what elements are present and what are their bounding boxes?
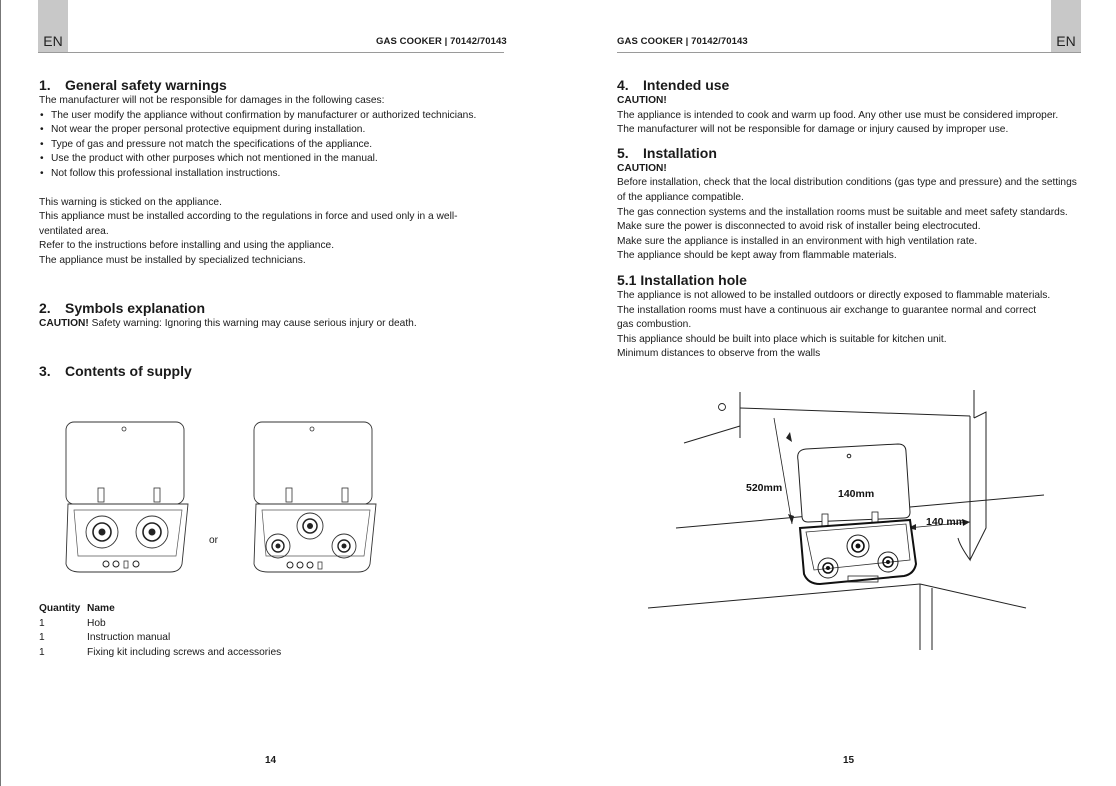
language-label: EN: [1056, 33, 1076, 49]
qty-cell: 1: [39, 646, 45, 658]
s1-intro: The manufacturer will not be responsible for damages in the following cases:: [39, 95, 385, 106]
header-rule-left: [38, 52, 504, 53]
page-header-left: GAS COOKER | 70142/70143: [376, 36, 507, 47]
column-header-quantity: Quantity: [39, 603, 81, 614]
header-rule-right: [617, 52, 1081, 53]
three-burner-hob-illustration: [244, 418, 384, 580]
contents-table-wrap: [39, 602, 281, 660]
s1-paragraph: This appliance must be installed according to the regulations in force and used only in a well-ventilated area.: [39, 211, 458, 237]
two-burner-hob-illustration: [56, 418, 196, 580]
s5-line: Before installation, check that the local distribution conditions (gas type and pressure) and the settings of the appliance compatible.: [617, 177, 1077, 203]
s5-line: Make sure the power is disconnected to avoid risk of installer being electrocuted.: [617, 221, 981, 233]
s1-bullet-list: [39, 109, 504, 182]
or-label: or: [209, 535, 219, 546]
section-5-1-heading: 5.1 Installation hole: [617, 271, 747, 288]
s1-paragraph: This warning is sticked on the appliance.: [39, 196, 222, 208]
caution-label: CAUTION!: [617, 162, 667, 174]
caution-label: CAUTION!: [617, 95, 667, 106]
s1-paragraph: Refer to the instructions before installing and using the appliance.: [39, 240, 335, 252]
installation-clearance-diagram: [640, 388, 1060, 656]
caution-label: CAUTION!: [39, 318, 89, 329]
s5-line: The gas connection systems and the installation rooms must be suitable and meet safety standards.: [617, 206, 1068, 218]
dimension-label-140-horizontal: 140 mm: [926, 516, 966, 528]
table-row: [39, 646, 281, 661]
list-item: • Use the product with other purposes which not mentioned in the manual.: [39, 152, 504, 167]
s51-line: This appliance should be built into place which is suitable for kitchen unit.: [617, 333, 947, 345]
table-row: [39, 617, 281, 632]
section-3: [39, 362, 504, 380]
list-item: • The user modify the appliance without confirmation by manufacturer or authorized technicians.: [39, 109, 504, 124]
contents-table: [39, 602, 281, 660]
section-3-heading: 3. Contents of supply: [39, 363, 192, 379]
section-2: [39, 299, 504, 332]
right-column: [617, 76, 1077, 362]
dimension-label-520: 520mm: [746, 482, 783, 494]
dimension-label-140-vertical: 140mm: [838, 488, 875, 500]
s5-line: Make sure the appliance is installed in an environment with high ventilation rate.: [617, 235, 978, 247]
list-item: • Not follow this professional installation instructions.: [39, 167, 504, 182]
page-edge: [0, 0, 1, 786]
language-tab-right: [1051, 0, 1081, 52]
page-header-right: GAS COOKER | 70142/70143: [617, 36, 748, 47]
page-number-left: 14: [265, 755, 277, 766]
s51-line: gas combustion.: [617, 319, 692, 331]
page-number-right: 15: [843, 755, 855, 766]
table-row: [39, 631, 281, 646]
section-5-heading: 5. Installation: [617, 144, 717, 161]
table-header-row: [39, 602, 281, 617]
column-header-name: Name: [87, 603, 115, 614]
language-label: EN: [43, 33, 63, 49]
name-cell: Fixing kit including screws and accessories: [87, 646, 282, 658]
list-item: • Not wear the proper personal protective equipment during installation.: [39, 123, 504, 138]
qty-cell: 1: [39, 632, 45, 644]
s1-paragraph: The appliance must be installed by specialized technicians.: [39, 254, 306, 266]
left-column: [39, 76, 504, 269]
section-2-heading: 2. Symbols explanation: [39, 300, 206, 316]
section-1-heading: 1. General safety warnings: [39, 77, 227, 93]
s51-line: Minimum distances to observe from the walls: [617, 348, 821, 360]
qty-cell: 1: [39, 617, 45, 629]
s2-body: Safety warning: Ignoring this warning may cause serious injury or death.: [88, 318, 417, 329]
s51-line: The appliance is not allowed to be installed outdoors or directly exposed to flammable materials.: [617, 289, 1051, 301]
name-cell: Hob: [87, 617, 106, 629]
s5-line: The appliance should be kept away from flammable materials.: [617, 250, 897, 262]
list-item: • Type of gas and pressure not match the specifications of the appliance.: [39, 138, 504, 153]
s2-text: [39, 317, 504, 332]
s51-line: The installation rooms must have a continuous air exchange to guarantee normal and correct: [617, 304, 1037, 316]
name-cell: Instruction manual: [87, 632, 171, 644]
section-4-heading: 4. Intended use: [617, 77, 730, 93]
s4-text: The appliance is intended to cook and warm up food. Any other use must be considered improper. The manufacturer will not be responsible for damage or injury caused by improper use.: [617, 109, 1059, 136]
language-tab-left: [38, 0, 68, 52]
